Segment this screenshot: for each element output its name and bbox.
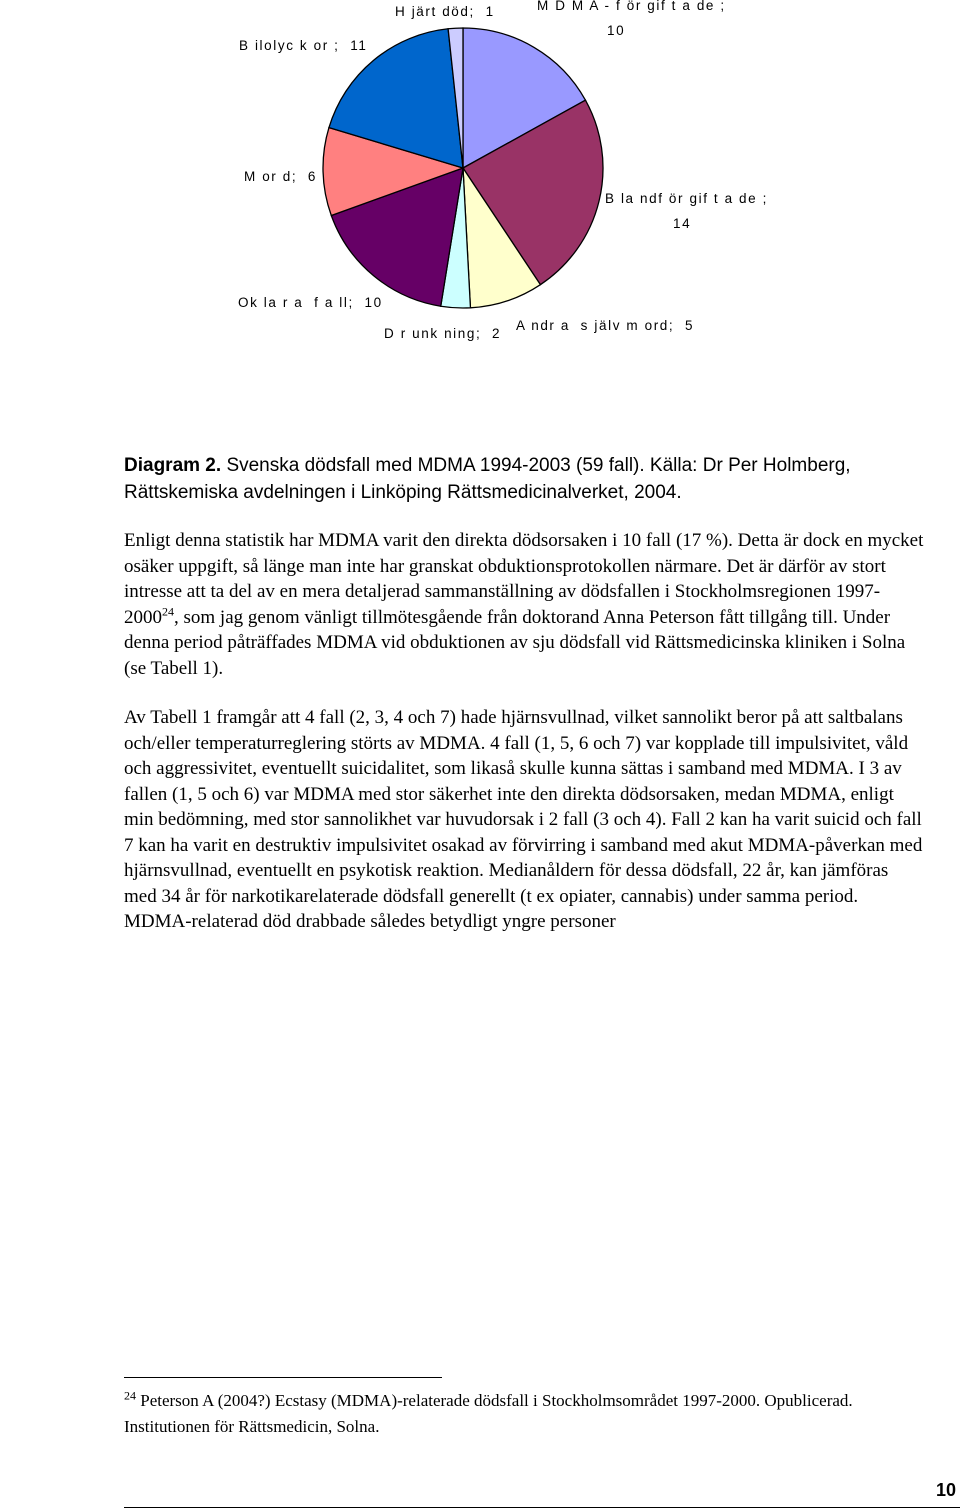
pie-label-2-line-0: B ilolyc k or ; 11 [239,38,368,53]
pie-label-4-line-0: B la ndf ör gif t a de ; [605,191,768,206]
pie-label-0-line-0: H järt död; 1 [395,4,495,19]
page-number: 10 [935,1480,956,1500]
footnote-reference: 24 [162,604,174,619]
pie-label-1-line-1: 10 [607,23,626,38]
paragraph-1 [124,528,924,681]
pie-slices [323,28,603,308]
paragraph-2: Av Tabell 1 framgår att 4 fall (2, 3, 4 och 7) hade hjärnsvullnad, vilket sannolikt beror på att saltbalans och/eller temperaturreglering störts av MDMA. 4 fall (1, 5, 6 och 7) var kopplade till impulsivitet, våld och aggressivitet, eventuellt suicidalitet, som likaså skulle kunna sättas i samband med MDMA. I 3 av fallen (1, 5 och 6) var MDMA med stor säkerhet inte den direkta dödsorsaken, medan MDMA, enligt min bedömning, med stor sannolikhet var huvudorsak i 2 fall (3 och 4). Fall 2 kan ha varit suicid och fall 7 kan ha varit en destruktiv impulsivitet osakad av förvirring i samband med akut MDMA-påverkan med hjärnsvullnad, eventuellt en psykotisk reaktion. Medianåldern för dessa dödsfall, 22 år, kan jämföras med 34 år för narkotikarelaterade dödsfall generellt (t ex opiater, cannabis) under samma period. MDMA-relaterad död drabbade således betydligt yngre personer [124,707,923,932]
footnote-text: Peterson A (2004?) Ecstasy (MDMA)-relaterade dödsfall i Stockholmsområdet 1997-2000. Opublicerad. Institutionen för Rättsmedicin, Solna. [124,1391,853,1436]
caption-label: Diagram 2. [124,455,222,476]
pie-label-5-line-0: Ok la r a f a ll; 10 [238,295,383,310]
caption-text: Svenska dödsfall med MDMA 1994-2003 (59 fall). Källa: Dr Per Holmberg, Rättskemiska avdelningen i Linköping Rättsmedicinalverket, 2004. [124,455,851,503]
footnote-separator [124,1377,442,1378]
pie-label-4-line-1: 14 [673,216,692,231]
footnote-number: 24 [124,1388,136,1403]
pie-label-6-line-0: D r unk ning; 2 [384,326,502,341]
figure-caption [124,452,924,506]
footnote [124,1388,924,1440]
paragraph-1-part-1: Enligt denna statistik har MDMA varit den direkta dödsorsaken i 10 fall (17 %). Detta är dock en mycket osäker uppgift, så länge man inte har granskat obduktionsprotokollen närmare. Det är därför av stort intresse att ta del av en mera detaljerad sammanställning av dödsfallen i Stockholmsregionen 1997-2000 [124,530,924,628]
pie-label-1-line-0: M D M A - f ör gif t a de ; [537,0,726,13]
pie-label-3-line-0: M or d; 6 [244,169,318,184]
pie-label-7-line-0: A ndr a s jälv m ord; 5 [516,318,695,333]
pie-chart [0,0,960,360]
paragraph-1-part-2: , som jag genom vänligt tillmötesgående från doktorand Anna Peterson fått tillgång till. Under denna period påträffades MDMA vid obduktionen av sju dödsfall vid Rättsmedicinska kliniken i Solna (se Tabell 1). [124,606,906,679]
footer-rule [124,1507,960,1508]
